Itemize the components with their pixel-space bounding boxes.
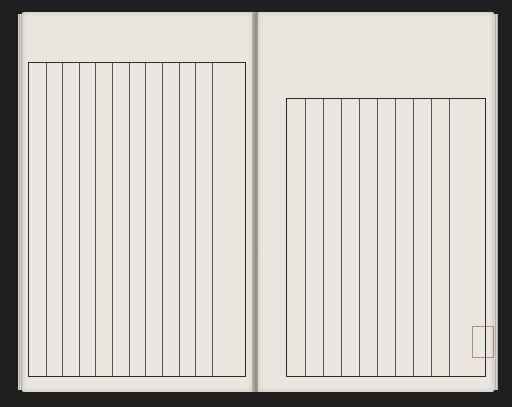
left-column (212, 63, 229, 376)
left-column (29, 63, 46, 376)
right-column (287, 99, 305, 376)
right-column (431, 99, 449, 376)
left-column (162, 63, 179, 376)
right-column (449, 99, 467, 376)
left-column (228, 63, 245, 376)
page-edge-right (494, 14, 498, 390)
left-column (145, 63, 162, 376)
left-column (179, 63, 196, 376)
left-page (22, 12, 254, 392)
right-text-block (286, 98, 486, 377)
right-column (323, 99, 341, 376)
right-column (341, 99, 359, 376)
right-column (377, 99, 395, 376)
right-column (305, 99, 323, 376)
left-column (129, 63, 146, 376)
library-stamp (472, 326, 494, 358)
left-column (62, 63, 79, 376)
left-text-block (28, 62, 246, 377)
right-column (413, 99, 431, 376)
left-column (195, 63, 212, 376)
left-column (95, 63, 112, 376)
right-page (258, 12, 494, 392)
right-column (359, 99, 377, 376)
left-column (79, 63, 96, 376)
left-column (112, 63, 129, 376)
right-column (395, 99, 413, 376)
left-column (46, 63, 63, 376)
